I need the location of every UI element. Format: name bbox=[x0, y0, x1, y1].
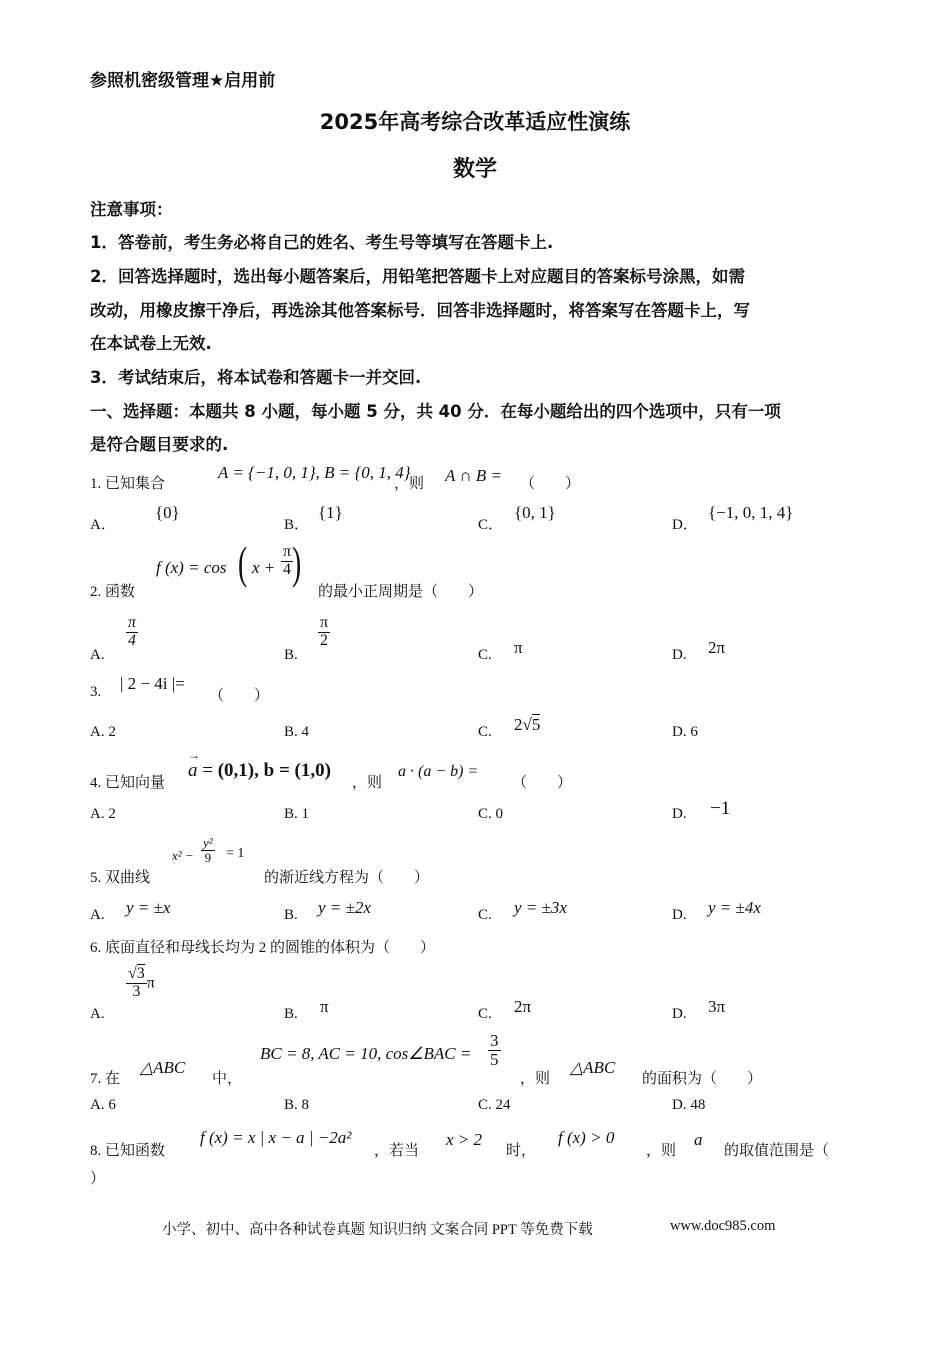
q7-triangle-2: △ABC bbox=[570, 1058, 616, 1077]
q6-label-d: D. bbox=[672, 1006, 687, 1022]
q5-option-b: y = ±2x bbox=[318, 898, 371, 917]
q5-x-term: x² − bbox=[172, 848, 194, 863]
q5-equals: = 1 bbox=[226, 846, 245, 861]
q1-stem: 1. 已知集合 bbox=[90, 476, 166, 492]
q7-stem-d: 的面积为（ ） bbox=[642, 1071, 763, 1087]
q3-label-c: C. bbox=[478, 724, 492, 740]
q2-label-b: B. bbox=[284, 647, 298, 663]
q3-expression: | 2 − 4i |= bbox=[120, 674, 185, 693]
q5-option-d: y = ±4x bbox=[708, 898, 761, 917]
q2-stem: 2. 函数 bbox=[90, 584, 136, 600]
q6-option-c: 2π bbox=[514, 997, 532, 1016]
q8-stem-c: 时， bbox=[506, 1143, 537, 1159]
q7-option-d: D. 48 bbox=[672, 1097, 706, 1113]
section-heading-line-2: 是符合题目要求的. bbox=[90, 435, 229, 454]
q4-option-c: C. 0 bbox=[478, 806, 504, 822]
q2-right-paren: ) bbox=[292, 537, 302, 588]
q1-expression: A ∩ B = bbox=[445, 466, 502, 485]
q2-stem-b: 的最小正周期是（ ） bbox=[318, 584, 484, 600]
q2-inner-x: x + bbox=[252, 558, 276, 577]
q3-paren: （ ） bbox=[209, 688, 270, 704]
notes-heading: 注意事项： bbox=[90, 200, 173, 219]
q8-function: f (x) = x | x − a | −2a² bbox=[200, 1128, 352, 1147]
q4-vectors: a → = (0,1), b = (1,0) bbox=[188, 748, 331, 781]
q2-label-c: C. bbox=[478, 647, 492, 663]
q7-triangle: △ABC bbox=[140, 1058, 186, 1077]
q1-label-b: B． bbox=[284, 517, 310, 533]
q6-label-c: C. bbox=[478, 1006, 492, 1022]
q4-stem: 4. 已知向量 bbox=[90, 775, 166, 791]
q7-stem-b: 中， bbox=[212, 1071, 243, 1087]
q2-option-d: 2π bbox=[708, 638, 726, 657]
q4-stem-b: ，则 bbox=[352, 775, 383, 791]
note-2-line-3: 在本试卷上无效. bbox=[90, 334, 212, 353]
footer-url[interactable]: www.doc985.com bbox=[670, 1218, 776, 1234]
q6-label-b: B. bbox=[284, 1006, 298, 1022]
q4-option-d: −1 bbox=[710, 798, 731, 819]
q5-fraction: $\frac{\text{y²}}{9}$ bbox=[203, 835, 213, 865]
q8-condition-2: f (x) > 0 bbox=[558, 1128, 615, 1147]
q2-label-a: A. bbox=[90, 647, 105, 663]
q8-stem-d: ，则 bbox=[646, 1143, 677, 1159]
q2-left-paren: ( bbox=[238, 537, 248, 588]
q6-option-d: 3π bbox=[708, 997, 726, 1016]
q2-function: f (x) = cos bbox=[156, 558, 227, 577]
q7-condition: BC = 8, AC = 10, cos∠BAC = bbox=[260, 1044, 472, 1063]
q5-label-d: D. bbox=[672, 907, 687, 923]
q6-label-a: A. bbox=[90, 1006, 105, 1022]
q4-label-d: D. bbox=[672, 806, 687, 822]
q4-paren: （ ） bbox=[512, 775, 573, 791]
q7-option-c: C. 24 bbox=[478, 1097, 511, 1113]
q5-label-b: B. bbox=[284, 907, 298, 923]
q1-stem-b: ，则 bbox=[394, 476, 425, 492]
q5-option-a: y = ±x bbox=[126, 898, 171, 917]
q2-option-c: π bbox=[514, 638, 523, 657]
q1-sets: A = {−1, 0, 1}, B = {0, 1, 4} bbox=[218, 463, 411, 482]
q1-paren: （ ） bbox=[520, 476, 581, 492]
q7-option-a: A. 6 bbox=[90, 1097, 116, 1113]
q8-stem-e: 的取值范围是（ bbox=[724, 1143, 830, 1159]
confidentiality-label: 参照机密级管理★启用前 bbox=[90, 71, 276, 91]
q8-stem: 8. 已知函数 bbox=[90, 1143, 166, 1159]
q5-label-a: A. bbox=[90, 907, 105, 923]
exam-title: 2025年高考综合改革适应性演练 bbox=[319, 110, 631, 134]
q3-option-b: B. 4 bbox=[284, 724, 310, 740]
q5-label-c: C. bbox=[478, 907, 492, 923]
q3-option-a: A. 2 bbox=[90, 724, 116, 740]
q1-option-a: {0} bbox=[155, 503, 180, 522]
q1-label-d: D． bbox=[672, 517, 698, 533]
q7-stem-c: ，则 bbox=[520, 1071, 551, 1087]
q3-option-d: D. 6 bbox=[672, 724, 698, 740]
q5-stem: 5. 双曲线 bbox=[90, 870, 151, 886]
q8-stem-b: ，若当 bbox=[374, 1143, 420, 1159]
q3-number: 3. bbox=[90, 684, 102, 700]
q1-option-c: {0, 1} bbox=[514, 503, 556, 522]
q6-option-a: $\frac{√3}{3}$ π bbox=[128, 965, 155, 1000]
q2-option-b: $\frac{\pi}{2}$ bbox=[320, 614, 329, 649]
q2-label-d: D. bbox=[672, 647, 687, 663]
q5-stem-b: 的渐近线方程为（ ） bbox=[264, 870, 430, 886]
q4-expression: a · (a − b) = bbox=[398, 763, 479, 780]
q6-stem: 6. 底面直径和母线长均为 2 的圆锥的体积为（ ） bbox=[90, 940, 436, 956]
note-1: 1．答卷前，考生务必将自己的姓名、考生号等填写在答题卡上. bbox=[90, 233, 554, 252]
q1-label-c: C． bbox=[478, 517, 504, 533]
q5-option-c: y = ±3x bbox=[514, 898, 567, 917]
q6-option-b: π bbox=[320, 997, 329, 1016]
q4-option-a: A. 2 bbox=[90, 806, 116, 822]
q7-stem: 7. 在 bbox=[90, 1071, 121, 1087]
q1-option-d: {−1, 0, 1, 4} bbox=[708, 503, 794, 522]
q8-variable: a bbox=[694, 1130, 703, 1149]
exam-subject: 数学 bbox=[452, 157, 497, 182]
note-3: 3．考试结束后，将本试卷和答题卡一并交回. bbox=[90, 368, 422, 387]
footer-text: 小学、初中、高中各种试卷真题 知识归纳 文案合同 PPT 等免费下载 bbox=[162, 1222, 593, 1238]
note-2-line-2: 改动，用橡皮擦干净后，再选涂其他答案标号．回答非选择题时，将答案写在答题卡上，写 bbox=[90, 301, 750, 320]
q1-option-b: {1} bbox=[318, 503, 343, 522]
q7-fraction: $\frac{3}{5}$ bbox=[490, 1031, 499, 1069]
section-heading-line-1: 一、选择题：本题共 8 小题，每小题 5 分，共 40 分．在每小题给出的四个选项中，只有一项 bbox=[90, 402, 781, 421]
q2-fraction: $\frac{\pi}{4}$ bbox=[283, 543, 292, 578]
q3-option-c: 2√5 bbox=[514, 715, 541, 734]
q1-label-a: A． bbox=[90, 517, 116, 533]
q7-option-b: B. 8 bbox=[284, 1097, 310, 1113]
q4-option-b: B. 1 bbox=[284, 806, 310, 822]
note-2-line-1: 2．回答选择题时，选出每小题答案后，用铅笔把答题卡上对应题目的答案标号涂黑，如需 bbox=[90, 267, 745, 286]
q8-stem-f: ） bbox=[90, 1171, 106, 1187]
q2-option-a: $\frac{\pi}{4}$ bbox=[128, 614, 137, 649]
q8-condition-1: x > 2 bbox=[446, 1130, 483, 1149]
